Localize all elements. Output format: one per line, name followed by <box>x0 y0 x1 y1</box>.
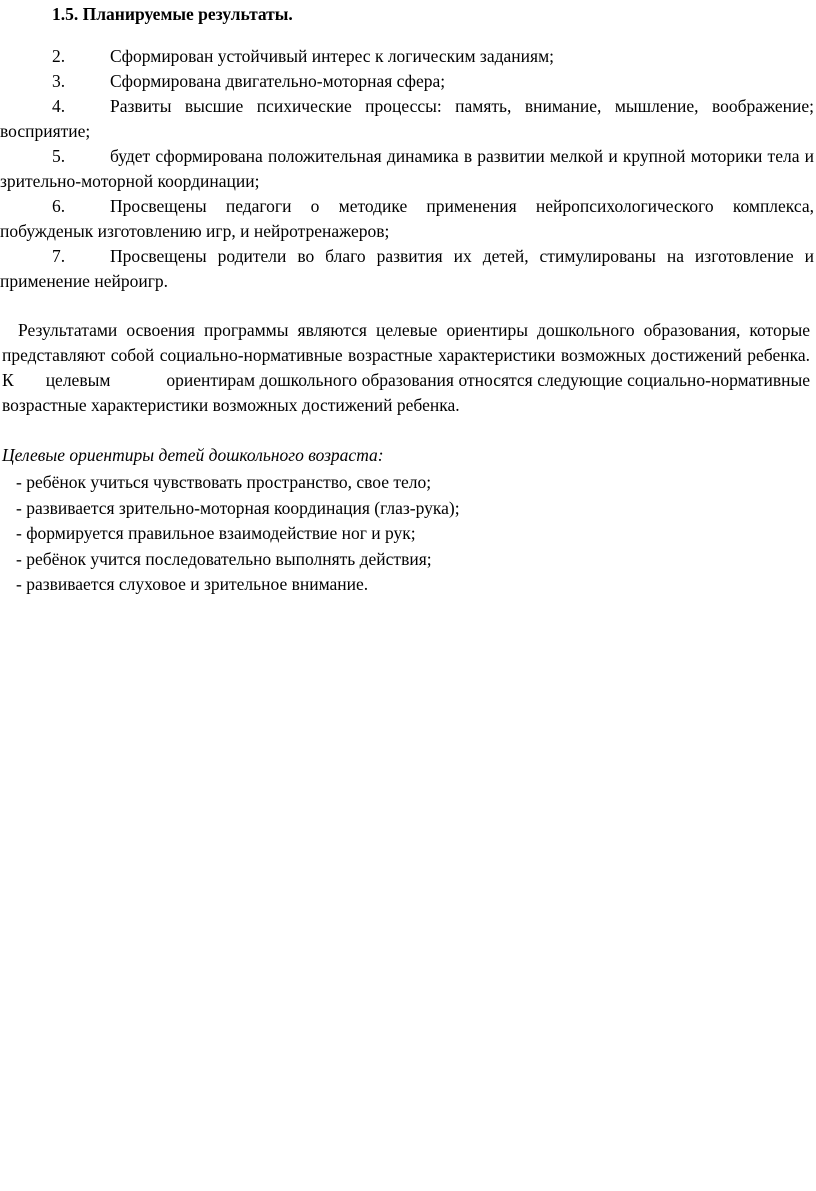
item-number: 7. <box>52 246 66 266</box>
list-item <box>0 44 814 69</box>
item-number: 3. <box>52 71 66 91</box>
item-text: будет сформирована положительная динамика в развитии мелкой и крупной моторики тела и зрительно-моторной координации; <box>0 146 814 191</box>
goal-item: - ребёнок учится последовательно выполнять действия; <box>16 548 432 569</box>
item-text: Развиты высшие психические процессы: память, внимание, мышление, воображение; восприятие; <box>0 96 814 141</box>
item-number: 4. <box>52 96 66 116</box>
item-text: Просвещены родители во благо развития их детей, стимулированы на изготовление и применение нейроигр. <box>0 246 814 291</box>
item-text: Сформирована двигательно-моторная сфера; <box>110 71 446 91</box>
item-text: Сформирован устойчивый интерес к логическим заданиям; <box>110 46 555 66</box>
section-heading: 1.5. Планируемые результаты. <box>52 4 293 24</box>
list-item <box>0 69 814 94</box>
goal-item: - развивается зрительно-моторная координация (глаз-рука); <box>16 497 460 518</box>
goal-item: - развивается слуховое и зрительное внимание. <box>16 574 369 594</box>
results-paragraph <box>2 318 810 418</box>
item-number: 5. <box>52 146 66 166</box>
goal-item: - ребёнок учиться чувствовать пространство, свое тело; <box>16 472 432 492</box>
paragraph-part-3: ориентирам дошкольного образования относятся следующие социально-нормативные возрастные характеристики возможных достижений ребенка. <box>2 370 810 415</box>
list-item <box>0 244 814 294</box>
item-number: 6. <box>52 196 66 216</box>
list-item <box>0 94 814 144</box>
results-list <box>0 44 814 294</box>
list-item <box>0 144 814 194</box>
goal-item: - формируется правильное взаимодействие ног и рук; <box>16 523 416 543</box>
list-item <box>0 194 814 244</box>
item-text: Просвещены педагоги о методике применения нейропсихологического комплекса, побужденык изготовлению игр, и нейротренажеров; <box>0 196 814 241</box>
item-number: 2. <box>52 46 66 66</box>
paragraph-part-1: Результатами освоения программы являются целевые ориентиры дошкольного образования, которые представляют собой социально-нормативные возрастные характеристики возможных достижений ребенка. К <box>2 320 810 390</box>
goals-list <box>16 470 460 598</box>
goals-title: Целевые ориентиры детей дошкольного возраста: <box>2 445 384 465</box>
paragraph-part-2: целевым <box>45 370 111 390</box>
